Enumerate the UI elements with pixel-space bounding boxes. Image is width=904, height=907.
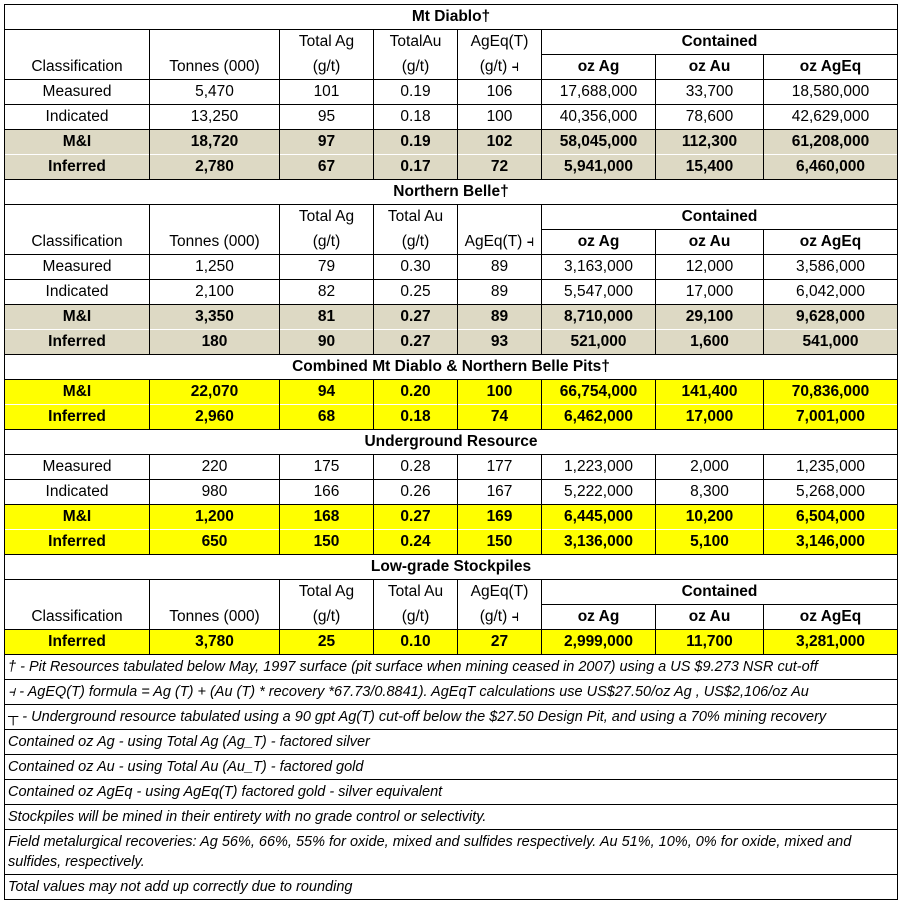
- cell-oz-ag: 1,223,000: [542, 455, 656, 480]
- table-row: [5, 130, 898, 155]
- note-contained-au: Contained oz Au - using Total Au (Au_T) - factored gold: [5, 755, 458, 780]
- cell-oz-au: 11,700: [656, 630, 764, 655]
- section-title-combined: Combined Mt Diablo & Northern Belle Pits†: [5, 355, 898, 380]
- cell-oz-ageq: 18,580,000: [764, 80, 898, 105]
- cell-oz-ag: 40,356,000: [542, 105, 656, 130]
- header-total-au: Total Au: [374, 205, 458, 230]
- cell-ag: 150: [280, 530, 374, 555]
- header-total-au-unit: (g/t): [374, 605, 458, 630]
- cell-au: 0.17: [374, 155, 458, 180]
- row-label: M&I: [5, 305, 150, 330]
- row-label: Inferred: [5, 630, 150, 655]
- cell-ag: 95: [280, 105, 374, 130]
- cell-tonnes: 2,780: [150, 155, 280, 180]
- cell-ag: 68: [280, 405, 374, 430]
- cell-tonnes: 5,470: [150, 80, 280, 105]
- cell-au: 0.28: [374, 455, 458, 480]
- section-title-mt-diablo: Mt Diablo†: [5, 5, 898, 30]
- cell-oz-ageq: 1,235,000: [764, 455, 898, 480]
- cell-oz-ag: 6,445,000: [542, 505, 656, 530]
- cell-ageq: 102: [458, 130, 542, 155]
- cell-oz-au: 17,000: [656, 280, 764, 305]
- cell-oz-ageq: 541,000: [764, 330, 898, 355]
- cell-oz-ageq: 42,629,000: [764, 105, 898, 130]
- cell-au: 0.20: [374, 380, 458, 405]
- section-title-stockpiles: Low-grade Stockpiles: [5, 555, 898, 580]
- cell-au: 0.25: [374, 280, 458, 305]
- table-row: [5, 105, 898, 130]
- cell-tonnes: 18,720: [150, 130, 280, 155]
- cell-ag: 79: [280, 255, 374, 280]
- resource-spreadsheet: [4, 4, 897, 900]
- row-label: M&I: [5, 130, 150, 155]
- cell-oz-ageq: 9,628,000: [764, 305, 898, 330]
- cell-ag: 166: [280, 480, 374, 505]
- cell-au: 0.24: [374, 530, 458, 555]
- table-row: [5, 455, 898, 480]
- cell-oz-ag: 5,547,000: [542, 280, 656, 305]
- header-ageq: [458, 205, 542, 230]
- footnote-underground: ┬ - Underground resource tabulated using a 90 gpt Ag(T) cut-off below the $27.50 Design Pit, and using a 70% mining recovery: [5, 705, 898, 730]
- cell-oz-ag: 3,136,000: [542, 530, 656, 555]
- note-recoveries: Field metalurgical recoveries: Ag 56%, 66%, 55% for oxide, mixed and sulfides respectively. Au 51%, 10%, 0% for oxide, mixed and sulfides, respectively.: [5, 830, 898, 875]
- cell-ageq: 169: [458, 505, 542, 530]
- cell-tonnes: 1,250: [150, 255, 280, 280]
- cell-tonnes: 2,100: [150, 280, 280, 305]
- row-label: Measured: [5, 455, 150, 480]
- cell-oz-au: 112,300: [656, 130, 764, 155]
- header-tonnes: Tonnes (000): [150, 605, 280, 630]
- header-contained: Contained: [542, 205, 898, 230]
- cell-oz-au: 17,000: [656, 405, 764, 430]
- cell-oz-ageq: 70,836,000: [764, 380, 898, 405]
- cell-au: 0.19: [374, 80, 458, 105]
- cell-ageq: 100: [458, 105, 542, 130]
- header-oz-ag: oz Ag: [542, 605, 656, 630]
- header-total-ag-unit: (g/t): [280, 55, 374, 80]
- cell-oz-ageq: 3,586,000: [764, 255, 898, 280]
- cell-tonnes: 220: [150, 455, 280, 480]
- cell-oz-ageq: 61,208,000: [764, 130, 898, 155]
- header-oz-ageq: oz AgEq: [764, 55, 898, 80]
- row-label: Measured: [5, 80, 150, 105]
- header-oz-au: oz Au: [656, 230, 764, 255]
- cell-au: 0.10: [374, 630, 458, 655]
- header-total-au-unit: (g/t): [374, 230, 458, 255]
- cell-oz-ag: 521,000: [542, 330, 656, 355]
- cell-oz-au: 5,100: [656, 530, 764, 555]
- header-total-au: TotalAu: [374, 30, 458, 55]
- cell-tonnes: 1,200: [150, 505, 280, 530]
- cell-ageq: 89: [458, 280, 542, 305]
- cell-oz-au: 141,400: [656, 380, 764, 405]
- note-rounding: Total values may not add up correctly due to rounding: [5, 875, 898, 900]
- cell-oz-ag: 17,688,000: [542, 80, 656, 105]
- cell-au: 0.26: [374, 480, 458, 505]
- cell-ageq: 167: [458, 480, 542, 505]
- cell-oz-ag: 5,222,000: [542, 480, 656, 505]
- cell-ag: 25: [280, 630, 374, 655]
- row-label: Indicated: [5, 480, 150, 505]
- row-label: Inferred: [5, 330, 150, 355]
- row-label: Inferred: [5, 155, 150, 180]
- header-ageq-unit: (g/t) ⫞: [458, 605, 542, 630]
- cell-au: 0.27: [374, 505, 458, 530]
- cell-ag: 67: [280, 155, 374, 180]
- cell-oz-au: 8,300: [656, 480, 764, 505]
- cell-tonnes: 3,780: [150, 630, 280, 655]
- table-row: [5, 630, 898, 655]
- table-row: [5, 255, 898, 280]
- header-classification: Classification: [5, 230, 150, 255]
- cell-tonnes: 650: [150, 530, 280, 555]
- cell-au: 0.19: [374, 130, 458, 155]
- table-row: [5, 305, 898, 330]
- cell-ag: 168: [280, 505, 374, 530]
- resource-table: [4, 4, 898, 900]
- cell-tonnes: 180: [150, 330, 280, 355]
- header-oz-ageq: oz AgEq: [764, 605, 898, 630]
- cell-oz-ageq: 6,460,000: [764, 155, 898, 180]
- cell-oz-ag: 3,163,000: [542, 255, 656, 280]
- cell-ageq: 93: [458, 330, 542, 355]
- header-oz-ageq: oz AgEq: [764, 230, 898, 255]
- header-total-ag: Total Ag: [280, 205, 374, 230]
- header-total-ag-unit: (g/t): [280, 230, 374, 255]
- row-label: Inferred: [5, 405, 150, 430]
- header-total-au: Total Au: [374, 580, 458, 605]
- cell-ageq: 89: [458, 255, 542, 280]
- cell-tonnes: 22,070: [150, 380, 280, 405]
- row-label: Indicated: [5, 105, 150, 130]
- header-contained: Contained: [542, 580, 898, 605]
- footnote-dagger: † - Pit Resources tabulated below May, 1997 surface (pit surface when mining ceased in 2007) using a US $9.273 NSR cut-off: [5, 655, 898, 680]
- cell-oz-ag: 6,462,000: [542, 405, 656, 430]
- cell-oz-au: 1,600: [656, 330, 764, 355]
- header-oz-ag: oz Ag: [542, 55, 656, 80]
- cell-oz-ageq: 7,001,000: [764, 405, 898, 430]
- header-total-au-unit: (g/t): [374, 55, 458, 80]
- header-tonnes: Tonnes (000): [150, 55, 280, 80]
- row-label: Indicated: [5, 280, 150, 305]
- cell-ag: 81: [280, 305, 374, 330]
- header-oz-au: oz Au: [656, 55, 764, 80]
- table-row: [5, 280, 898, 305]
- header-oz-ag: oz Ag: [542, 230, 656, 255]
- table-row: [5, 155, 898, 180]
- table-row: [5, 480, 898, 505]
- cell-ageq: 106: [458, 80, 542, 105]
- table-row: [5, 380, 898, 405]
- cell-ag: 101: [280, 80, 374, 105]
- row-label: Measured: [5, 255, 150, 280]
- cell-au: 0.30: [374, 255, 458, 280]
- cell-au: 0.27: [374, 305, 458, 330]
- footnote-ageq-formula: ⫞ - AgEQ(T) formula = Ag (T) + (Au (T) * recovery *67.73/0.8841). AgEqT calculations use US$27.50/oz Ag , US$2,106/oz Au: [5, 680, 898, 705]
- cell-oz-ageq: 3,146,000: [764, 530, 898, 555]
- cell-au: 0.18: [374, 405, 458, 430]
- cell-tonnes: 3,350: [150, 305, 280, 330]
- row-label: M&I: [5, 380, 150, 405]
- table-row: [5, 530, 898, 555]
- cell-oz-au: 15,400: [656, 155, 764, 180]
- cell-ag: 94: [280, 380, 374, 405]
- note-contained-ageq: Contained oz AgEq - using AgEq(T) factored gold - silver equivalent: [5, 780, 458, 805]
- cell-ageq: 74: [458, 405, 542, 430]
- header-total-ag: Total Ag: [280, 580, 374, 605]
- cell-oz-au: 10,200: [656, 505, 764, 530]
- cell-au: 0.27: [374, 330, 458, 355]
- cell-ag: 90: [280, 330, 374, 355]
- cell-oz-ageq: 6,504,000: [764, 505, 898, 530]
- cell-oz-ageq: 6,042,000: [764, 280, 898, 305]
- header-ageq-unit: AgEq(T) ⫞: [458, 230, 542, 255]
- header-contained: Contained: [542, 30, 898, 55]
- note-contained-ag: Contained oz Ag - using Total Ag (Ag_T) - factored silver: [5, 730, 458, 755]
- header-total-ag: Total Ag: [280, 30, 374, 55]
- header-ageq-unit: (g/t) ⫞: [458, 55, 542, 80]
- cell-oz-ageq: 3,281,000: [764, 630, 898, 655]
- header-tonnes: Tonnes (000): [150, 230, 280, 255]
- cell-oz-au: 29,100: [656, 305, 764, 330]
- cell-ageq: 100: [458, 380, 542, 405]
- cell-oz-ag: 5,941,000: [542, 155, 656, 180]
- header-classification: Classification: [5, 55, 150, 80]
- header-classification: Classification: [5, 605, 150, 630]
- table-row: [5, 505, 898, 530]
- header-oz-au: oz Au: [656, 605, 764, 630]
- cell-tonnes: 13,250: [150, 105, 280, 130]
- cell-oz-ageq: 5,268,000: [764, 480, 898, 505]
- cell-oz-ag: 8,710,000: [542, 305, 656, 330]
- cell-oz-ag: 2,999,000: [542, 630, 656, 655]
- cell-tonnes: 980: [150, 480, 280, 505]
- cell-ageq: 177: [458, 455, 542, 480]
- cell-oz-ag: 58,045,000: [542, 130, 656, 155]
- table-row: [5, 405, 898, 430]
- cell-ageq: 150: [458, 530, 542, 555]
- cell-tonnes: 2,960: [150, 405, 280, 430]
- cell-oz-au: 2,000: [656, 455, 764, 480]
- section-title-underground: Underground Resource: [5, 430, 898, 455]
- cell-oz-au: 33,700: [656, 80, 764, 105]
- cell-ageq: 72: [458, 155, 542, 180]
- header-total-ag-unit: (g/t): [280, 605, 374, 630]
- cell-ag: 97: [280, 130, 374, 155]
- cell-oz-ag: 66,754,000: [542, 380, 656, 405]
- cell-oz-au: 12,000: [656, 255, 764, 280]
- cell-ageq: 27: [458, 630, 542, 655]
- cell-ag: 175: [280, 455, 374, 480]
- header-ageq: AgEq(T): [458, 580, 542, 605]
- table-row: [5, 330, 898, 355]
- cell-ageq: 89: [458, 305, 542, 330]
- row-label: M&I: [5, 505, 150, 530]
- row-label: Inferred: [5, 530, 150, 555]
- cell-au: 0.18: [374, 105, 458, 130]
- table-row: [5, 80, 898, 105]
- cell-oz-au: 78,600: [656, 105, 764, 130]
- section-title-northern-belle: Northern Belle†: [5, 180, 898, 205]
- header-ageq: AgEq(T): [458, 30, 542, 55]
- cell-ag: 82: [280, 280, 374, 305]
- note-stockpiles: Stockpiles will be mined in their entirety with no grade control or selectivity.: [5, 805, 898, 830]
